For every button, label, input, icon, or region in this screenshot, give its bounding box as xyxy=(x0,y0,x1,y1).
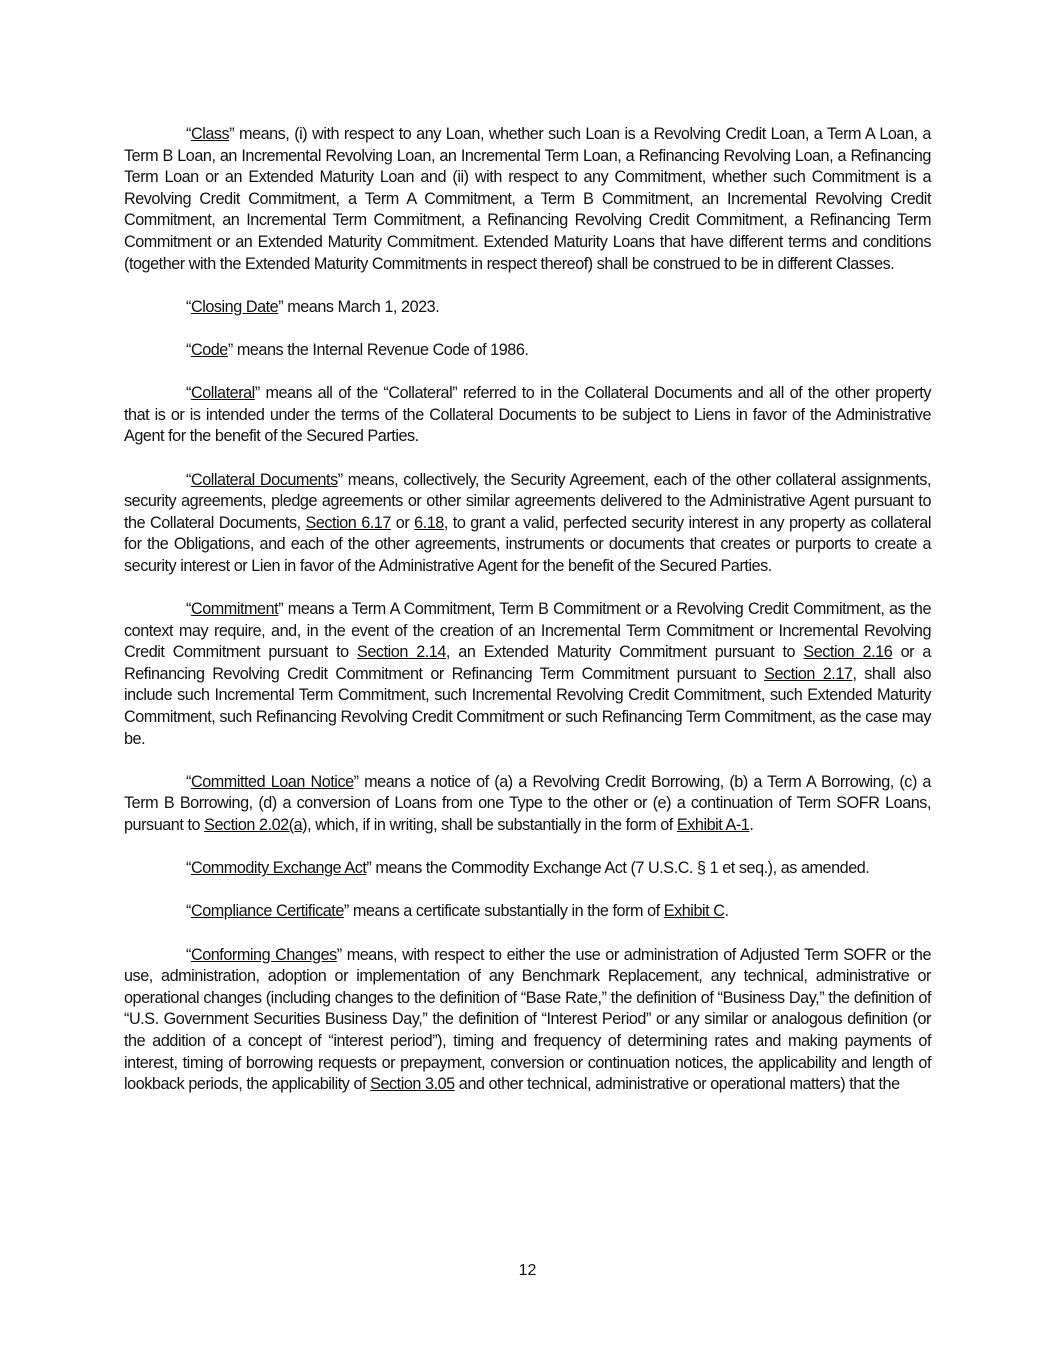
cross-reference-link: 6.18 xyxy=(414,513,444,532)
cross-reference-link: Section 2.17 xyxy=(764,664,853,683)
paragraph-text: ” means the Internal Revenue Code of 1986. xyxy=(227,340,529,359)
paragraph-text: ” means, collectively, the Security Agreement, each of the other collateral assignments, security agreements, pledge agreements or other similar agreements delivered to the Administrative Agent pursuant to the Collateral Documents, xyxy=(124,470,932,532)
defined-term: Compliance Certificate xyxy=(190,902,344,921)
cross-reference-link: Section 6.17 xyxy=(305,513,391,532)
paragraph-text: , to grant a valid, perfected security interest in any property as collateral for the Obligations, and each of the other agreements, instruments or documents that creates or purports to create a security interest or Lien in favor of the Administrative Agent for the benefit of the Secured Parties. xyxy=(124,513,931,575)
paragraph-text: “ xyxy=(186,297,191,316)
defined-term: Commodity Exchange Act xyxy=(190,859,367,878)
definition-paragraph xyxy=(124,297,931,319)
paragraph-text: or xyxy=(390,513,415,532)
paragraph-text: “ xyxy=(186,384,191,403)
paragraph-text: “ xyxy=(186,125,191,143)
definition-paragraph xyxy=(124,124,931,275)
defined-term: Code xyxy=(190,340,228,359)
defined-term: Class xyxy=(190,125,230,143)
document-body xyxy=(124,124,931,1117)
defined-term: Collateral xyxy=(190,384,255,403)
paragraph-text: “ xyxy=(186,859,191,878)
paragraph-text: ” means, (i) with respect to any Loan, whether such Loan is a Revolving Credit Loan, a Term A Loan, a Term B Loan, an Incremental Revolving Loan, an Incremental Term Loan, a Refinancing Revolving Loan, a Refinancing Term Loan or an Extended Maturity Loan and (ii) with respect to any Commitment, whether such Commitment is a Revolving Credit Commitment, a Term A Commitment, a Term B Commitment, an Incremental Revolving Credit Commitment, an Incremental Term Commitment, a Refinancing Revolving Credit Commitment, a Refinancing Term Commitment or an Extended Maturity Commitment. Extended Maturity Loans that have different terms and conditions (together with the Extended Maturity Commitments in respect thereof) shall be construed to be in different Classes. xyxy=(124,125,931,273)
cross-reference-link: Exhibit A-1 xyxy=(676,816,750,834)
paragraph-text: ” means a Term A Commitment, Term B Commitment or a Revolving Credit Commitment, as the context may require, and, in the event of the creation of an Incremental Term Commitment or Incremental Revolving Credit Commitment pursuant to xyxy=(124,600,931,662)
definition-paragraph xyxy=(124,470,931,578)
paragraph-text: ” means March 1, 2023. xyxy=(278,297,440,316)
cross-reference-link: Section 2.16 xyxy=(803,643,893,662)
definition-paragraph xyxy=(124,901,931,923)
cross-reference-link: Section 2.14 xyxy=(357,643,446,662)
definition-paragraph xyxy=(124,858,931,880)
paragraph-text: . xyxy=(724,902,729,921)
definition-paragraph xyxy=(124,599,931,750)
definition-paragraph xyxy=(124,340,931,362)
defined-term: Closing Date xyxy=(190,297,279,316)
paragraph-text: ” means a notice of (a) a Revolving Credit Borrowing, (b) a Term A Borrowing, (c) a Term B Borrowing, (d) a conversion of Loans from one Type to the other or (e) a continuation of Term SOFR Loans, pursuant to xyxy=(124,772,931,834)
paragraph-text: “ xyxy=(186,340,191,359)
defined-term: Conforming Changes xyxy=(190,945,337,964)
paragraph-text: “ xyxy=(186,945,191,964)
definition-paragraph xyxy=(124,383,931,448)
paragraph-text: and other technical, administrative or operational matters) that the xyxy=(454,1075,900,1094)
definition-paragraph xyxy=(124,945,931,1096)
defined-term: Collateral Documents xyxy=(190,470,338,489)
paragraph-text: or a Refinancing Revolving Credit Commitment or Refinancing Term Commitment pursuant to xyxy=(124,643,931,683)
paragraph-text: ” means a certificate substantially in the form of xyxy=(343,902,664,921)
paragraph-text: ” means, with respect to either the use or administration of Adjusted Term SOFR or the use, administration, adoption or implementation of any Benchmark Replacement, any technical, administrative or operational changes (including changes to the definition of “Base Rate,” the definition of “Business Day,” the definition of “U.S. Government Securities Business Day,” the definition of “Interest Period” or any similar or analogous definition (or the addition of a concept of “interest period”), timing and frequency of determining rates and making payments of interest, timing of borrowing requests or prepayment, conversion or continuation notices, the applicability and length of lookback periods, the applicability of xyxy=(124,945,931,1094)
paragraph-text: “ xyxy=(186,600,191,619)
paragraph-text: ” means the Commodity Exchange Act (7 U.S.C. § 1 et seq.), as amended. xyxy=(366,859,870,878)
paragraph-text: “ xyxy=(186,470,191,489)
defined-term: Committed Loan Notice xyxy=(190,772,354,791)
paragraph-text: . xyxy=(749,816,754,834)
definition-paragraph xyxy=(124,772,931,837)
cross-reference-link: Exhibit C xyxy=(663,902,725,921)
page-number: 12 xyxy=(518,1262,537,1279)
paragraph-text: , shall also include such Incremental Term Commitment, such Incremental Revolving Credit Commitment, such Extended Maturity Commitment, such Refinancing Revolving Credit Commitment or such Refinancing Term Commitment, as the case may be. xyxy=(124,664,931,748)
paragraph-text: “ xyxy=(186,772,191,791)
cross-reference-link: Section 2.02(a) xyxy=(204,816,308,834)
defined-term: Commitment xyxy=(190,600,279,619)
paragraph-text: , an Extended Maturity Commitment pursuant to xyxy=(445,643,804,662)
paragraph-text: ” means all of the “Collateral” referred to in the Collateral Documents and all of the other property that is or is intended under the terms of the Collateral Documents to be subject to Liens in favor of the Administrative Agent for the benefit of the Secured Parties. xyxy=(124,384,931,446)
paragraph-text: “ xyxy=(186,902,191,921)
paragraph-text: , which, if in writing, shall be substantially in the form of xyxy=(307,816,677,834)
cross-reference-link: Section 3.05 xyxy=(370,1075,455,1094)
